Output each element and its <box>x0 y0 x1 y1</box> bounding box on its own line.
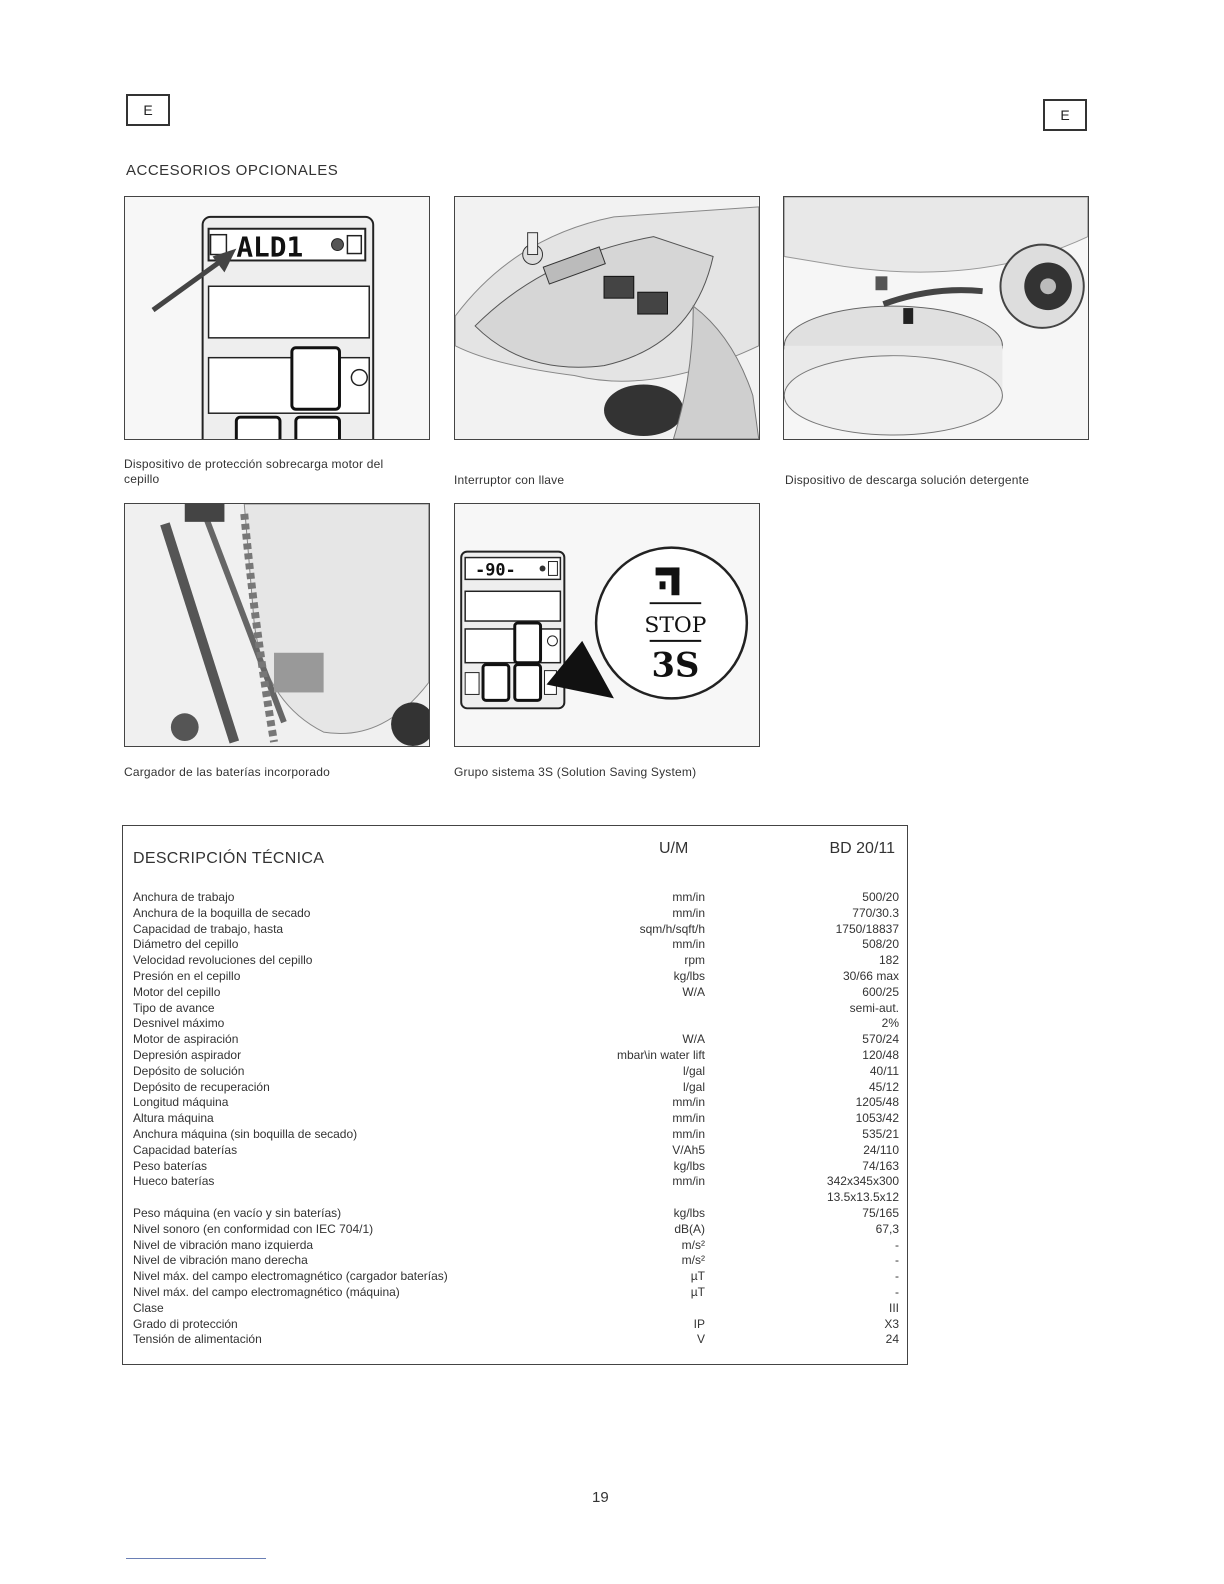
3s-system-illustration <box>455 504 759 746</box>
table-row <box>133 1159 899 1175</box>
spec-value: 342x345x300 <box>826 1174 899 1189</box>
spec-value: - <box>895 1237 899 1252</box>
spec-value: 1750/18837 <box>835 921 899 936</box>
spec-unit: mm/in <box>672 937 705 952</box>
table-row <box>133 1285 899 1301</box>
spec-value: X3 <box>884 1316 899 1331</box>
spec-label: Nivel máx. del campo electromagnético (cargador baterías) <box>133 1269 448 1284</box>
spec-label: Peso máquina (en vacío y sin baterías) <box>133 1205 342 1220</box>
spec-label: Desnivel máximo <box>133 1016 225 1031</box>
spec-value: 570/24 <box>862 1032 899 1047</box>
spec-value: 1053/42 <box>855 1111 899 1126</box>
spec-label: Anchura de trabajo <box>133 890 235 904</box>
spec-label: Motor del cepillo <box>133 984 221 999</box>
table-row <box>133 906 899 922</box>
key-switch-illustration <box>455 197 759 439</box>
spec-unit: W/A <box>682 1032 705 1047</box>
spec-value: 67,3 <box>875 1221 899 1236</box>
spec-unit: l/gal <box>682 1063 705 1078</box>
table-row <box>133 1032 899 1048</box>
spec-unit: mm/in <box>672 1126 705 1141</box>
caption-detergent-discharge: Dispositivo de descarga solución detergente <box>785 473 1030 487</box>
spec-unit: V/Ah5 <box>672 1142 705 1157</box>
stop-label: STOP <box>644 612 707 638</box>
spec-unit: kg/lbs <box>673 1158 705 1173</box>
spec-value: 182 <box>878 953 899 968</box>
table-row <box>133 1332 899 1348</box>
spec-label: Anchura de la boquilla de secado <box>133 905 311 920</box>
spec-value: - <box>895 1269 899 1284</box>
spec-label: Velocidad revoluciones del cepillo <box>133 953 313 968</box>
table-row <box>133 985 899 1001</box>
language-tag-left: E <box>126 94 170 126</box>
spec-unit: dB(A) <box>674 1221 705 1236</box>
detergent-discharge-illustration <box>784 197 1088 439</box>
table-row <box>133 922 899 938</box>
table-row <box>133 1095 899 1111</box>
spec-value: 74/163 <box>862 1158 899 1173</box>
spec-label: Depresión aspirador <box>133 1047 242 1062</box>
table-row <box>133 1222 899 1238</box>
caption-battery-charger: Cargador de las baterías incorporado <box>124 765 330 779</box>
table-row <box>133 1048 899 1064</box>
display-readout: ALD1 <box>236 230 304 264</box>
spec-unit: sqm/h/sqft/h <box>639 921 705 936</box>
spec-unit: l/gal <box>682 1079 705 1094</box>
spec-value: III <box>888 1300 899 1315</box>
spec-value: semi-aut. <box>849 1000 899 1015</box>
spec-unit: m/s² <box>681 1237 705 1252</box>
spec-label: Capacidad baterías <box>133 1142 238 1157</box>
spec-unit: kg/lbs <box>673 1205 705 1220</box>
spec-unit: m/s² <box>681 1253 705 1268</box>
language-tag-right: E <box>1043 99 1087 131</box>
spec-value: 120/48 <box>862 1047 899 1062</box>
spec-label: Nivel sonoro (en conformidad con IEC 704/1) <box>133 1221 374 1236</box>
battery-charger-illustration <box>125 504 429 746</box>
spec-unit: W/A <box>682 984 705 999</box>
figure-key-switch <box>454 196 760 440</box>
spec-unit: V <box>696 1332 705 1347</box>
table-row <box>133 1253 899 1269</box>
spec-value: 24/110 <box>863 1142 899 1157</box>
table-row <box>133 1190 899 1206</box>
spec-value: 600/25 <box>862 984 899 999</box>
control-panel-illustration <box>125 197 429 439</box>
table-row <box>133 890 899 906</box>
technical-spec-table <box>122 825 908 1365</box>
spec-unit: µT <box>690 1269 705 1284</box>
display-readout-3s: -90- <box>475 559 516 580</box>
table-row <box>133 1064 899 1080</box>
spec-value: - <box>895 1284 899 1299</box>
spec-value: 1205/48 <box>855 1095 899 1110</box>
spec-label: Presión en el cepillo <box>133 968 241 983</box>
spec-value: 30/66 max <box>842 968 899 983</box>
spec-value: 508/20 <box>862 937 899 952</box>
spec-value: 75/165 <box>862 1205 899 1220</box>
spec-header-unit: U/M <box>659 840 689 857</box>
spec-label: Diámetro del cepillo <box>133 937 239 952</box>
spec-label: Altura máquina <box>133 1111 214 1126</box>
spec-unit: kg/lbs <box>673 968 705 983</box>
table-row <box>133 1238 899 1254</box>
spec-unit: mm/in <box>672 905 705 920</box>
spec-value: 40/11 <box>869 1063 899 1078</box>
spec-label: Nivel de vibración mano derecha <box>133 1253 308 1268</box>
figure-brush-overload <box>124 196 430 440</box>
spec-label: Motor de aspiración <box>133 1032 239 1047</box>
spec-unit: mm/in <box>672 1174 705 1189</box>
table-row <box>133 937 899 953</box>
spec-label: Grado di protección <box>133 1316 238 1331</box>
spec-label: Clase <box>133 1300 164 1315</box>
caption-key-switch: Interruptor con llave <box>454 473 565 487</box>
table-row <box>133 1080 899 1096</box>
spec-value: - <box>895 1253 899 1268</box>
spec-value: 770/30.3 <box>852 905 899 920</box>
spec-value: 500/20 <box>862 890 899 904</box>
spec-unit: µT <box>690 1284 705 1299</box>
section-title: ACCESORIOS OPCIONALES <box>126 162 339 179</box>
figure-battery-charger <box>124 503 430 747</box>
table-row <box>133 953 899 969</box>
table-row <box>133 1301 899 1317</box>
spec-label: Nivel máx. del campo electromagnético (máquina) <box>133 1284 400 1299</box>
table-row <box>133 1143 899 1159</box>
spec-title: DESCRIPCIÓN TÉCNICA <box>133 850 325 867</box>
spec-label: Longitud máquina <box>133 1095 229 1110</box>
spec-unit: mm/in <box>672 890 705 904</box>
spec-value: 2% <box>881 1016 899 1031</box>
footnote-rule <box>126 1558 266 1559</box>
spec-header-model: BD 20/11 <box>829 840 895 857</box>
caption-3s-system: Grupo sistema 3S (Solution Saving System) <box>454 765 697 779</box>
spec-label: Depósito de solución <box>133 1063 245 1078</box>
spec-value: 13.5x13.5x12 <box>826 1190 899 1205</box>
spec-value: 535/21 <box>862 1126 899 1141</box>
spec-label: Tensión de alimentación <box>133 1332 262 1347</box>
spec-label: Anchura máquina (sin boquilla de secado) <box>133 1126 358 1141</box>
caption-brush-overload: Dispositivo de protección sobrecarga motor del cepillo <box>124 457 384 486</box>
spec-unit: rpm <box>684 953 705 968</box>
spec-value: 45/12 <box>868 1079 899 1094</box>
table-row <box>133 1206 899 1222</box>
spec-unit: mm/in <box>672 1111 705 1126</box>
table-row <box>133 1001 899 1017</box>
spec-value: 24 <box>885 1332 899 1347</box>
figure-3s-system <box>454 503 760 747</box>
table-row <box>133 1016 899 1032</box>
spec-rows <box>133 890 899 1348</box>
spec-unit: mbar\in water lift <box>616 1047 705 1062</box>
table-row <box>133 969 899 985</box>
table-row <box>133 1127 899 1143</box>
spec-unit: mm/in <box>672 1095 705 1110</box>
spec-unit: IP <box>693 1316 705 1331</box>
spec-label: Capacidad de trabajo, hasta <box>133 921 284 936</box>
table-row <box>133 1317 899 1333</box>
spec-label: Tipo de avance <box>133 1000 215 1015</box>
spec-label: Hueco baterías <box>133 1174 215 1189</box>
table-row <box>133 1111 899 1127</box>
table-row <box>133 1269 899 1285</box>
spec-label: Peso baterías <box>133 1158 208 1173</box>
spec-label: Depósito de recuperación <box>133 1079 270 1094</box>
figure-detergent-discharge <box>783 196 1089 440</box>
spec-label: Nivel de vibración mano izquierda <box>133 1237 314 1252</box>
page-number: 19 <box>592 1489 609 1506</box>
mode-label-3s: 3S <box>651 644 700 685</box>
table-row <box>133 1174 899 1190</box>
